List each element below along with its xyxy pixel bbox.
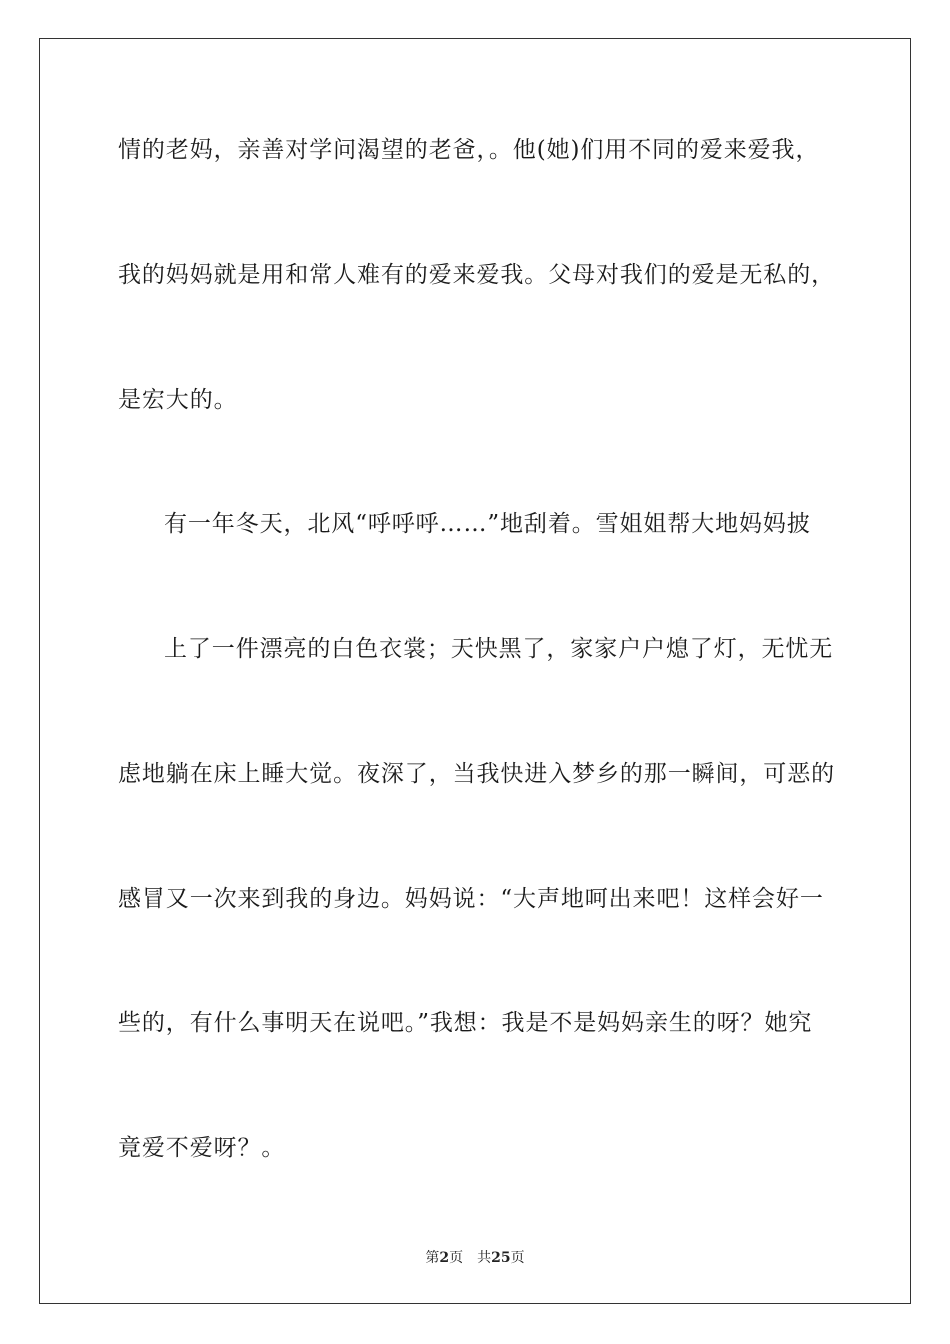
text-line: 有一年冬天，北风“呼呼呼……”地刮着。雪姐姐帮大地妈妈披 xyxy=(164,511,811,537)
text-line: 感冒又一次来到我的身边。妈妈说：“大声地呵出来吧！这样会好一 xyxy=(118,886,824,912)
total-prefix: 共 xyxy=(477,1250,492,1266)
page-frame xyxy=(39,38,911,1304)
text-line: 上了一件漂亮的白色衣裳；天快黑了，家家户户熄了灯，无忧无 xyxy=(164,636,834,662)
page-prefix: 第 xyxy=(425,1250,440,1266)
page-number: 2 xyxy=(439,1250,450,1266)
page-footer xyxy=(0,1247,950,1267)
text-line: 情的老妈，亲善对学问渴望的老爸，。他(她)们用不同的爱来爱我， xyxy=(118,137,820,163)
text-line: 我的妈妈就是用和常人难有的爱来爱我。父母对我们的爱是无私的， xyxy=(118,262,835,288)
text-line: 些的，有什么事明天在说吧。”我想：我是不是妈妈亲生的呀？她究 xyxy=(118,1010,813,1036)
text-line: 竟爱不爱呀？。 xyxy=(118,1135,286,1161)
total-suffix: 页 xyxy=(510,1250,525,1266)
total-pages: 25 xyxy=(491,1250,511,1266)
page-suffix: 页 xyxy=(449,1250,464,1266)
text-line: 是宏大的。 xyxy=(118,387,238,413)
text-line: 虑地躺在床上睡大觉。夜深了，当我快进入梦乡的那一瞬间，可恶的 xyxy=(118,761,835,787)
